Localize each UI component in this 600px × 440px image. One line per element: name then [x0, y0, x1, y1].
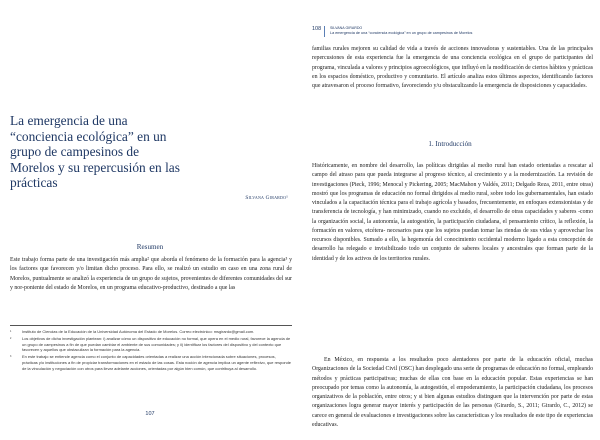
footnote-mark: ² — [10, 335, 12, 341]
footnote-mark: ¹ — [10, 329, 12, 334]
body-paragraph: familias rurales mejoren su calidad de vida a través de acciones innovadoras y sustentables. Una de las principales repercusiones de esta experiencia fue la emergencia de una conciencia ecológica en el grupo de participantes del programa, vinculada a valores y principios agroecológicos, que influyó en la modificación de ciertos hábitos y prácticas en los espacios doméstico, productivo y comunitario. El artículo analiza estos últimos aspectos, identificando factores que atravesaron el proceso formativo, favoreciendo y/u obstaculizando la emergencia de disposiciones y capacidades. — [312, 46, 593, 89]
article-title: La emergencia de una “conciencia ecológica” en un grupo de campesinos de Morelos y su repercusión en las prácticas — [10, 113, 180, 191]
running-head-title: La emergencia de una “conciencia ecológica” en un grupo de campesinos de Morelos — [330, 30, 473, 35]
header-divider — [324, 26, 325, 37]
author-name: Silvana Girardo¹ — [245, 195, 288, 201]
body-paragraph: Históricamente, en nombre del desarrollo, las políticas dirigidas al medio rural han estado orientadas a rescatar al campo del atraso para que pueda integrarse al progreso técnico, al crecimiento y a la modernización. La revisión de investigaciones (Pieck, 1996; Menocal y Pickering, 2005; MacMahon y Valdés, 2011; Delgado Reza, 2011, entre otras) mostró que los programas de educación no formal dirigidos al medio rural, sobre todo los gubernamentales, han estado vinculados a la capacitación técnica para el trabajo agrícola y basados, frecuentemente, en enfoques extensionistas y de transferencia de tecnología, y han minimizado, cuando no excluido, el desarrollo de otras capacidades y saberes -como la organización social, la autonomía, la autogestión, la participación ciudadana, el pensamiento crítico, la reflexión, la formación en valores, etcétera- necesarios para que los sujetos puedan tomar las riendas de sus vidas y aprovechar los recursos disponibles. Sumado a ello, la hegemonía del conocimiento occidental moderno ligado a esta concepción de desarrollo ha relegado e invisibilizado todo un conjunto de saberes locales y ancestrales que forman parte de la identidad y de los activos de los territorios rurales. — [312, 163, 593, 262]
right-page — [300, 0, 600, 440]
footnote-text: Instituto de Ciencias de la Educación de la Universidad Autónoma del Estado de Morelos. Correo electrónico: msgirardo@gmail.com. — [22, 329, 255, 334]
footnote-text: En este trabajo se entiende agencia como el conjunto de capacidades orientadas a realizar una acción intencionada sobre situaciones, procesos, prácticas y/o instituciones a fin de propiciar transformaciones en el estado de las cosas. Esta noción de agencia implica un agente reflexivo, que responde de la vinculación y negociación con otros para llevar adelante acciones, orientadas por algún bien común, que contribuya al desarrollo. — [22, 354, 291, 371]
footnote-3 — [10, 354, 292, 371]
abstract-heading: Resumen — [136, 243, 164, 251]
page-number-left: 107 — [145, 411, 155, 417]
page-number-right: 108 — [312, 26, 322, 32]
footnote-1 — [10, 329, 292, 335]
footnotes — [10, 325, 292, 373]
abstract-text: Este trabajo forma parte de una investigación más amplia² que aborda el fenómeno de la formación para la agencia³ y los factores que favorecen y/o limitan dicho proceso. Para ello, se realizó un estudio en caso en una zona rural de Morelos, puntualmente se analizó la experiencia de un grupo de sujetos, provenientes de diferentes comunidades del sur y nor-poniente del estado de Morelos, en un programa educativo-productivo, destinado a que las — [10, 257, 292, 291]
footnote-2 — [10, 336, 292, 353]
section-heading: 1. Introducción — [428, 140, 472, 148]
running-head — [300, 26, 600, 37]
body-paragraph: En México, en respuesta a los resultados poco alentadores por parte de la educación oficial, muchas Organizaciones de la Sociedad Civil (OSC) han desplegado una serie de programas de educación no formal, empleando métodos y prácticas participativas; muchas de ellas con base en la educación popular. Estas experiencias se han preocupado por temas como la autonomía, la autogestión, el empoderamiento, la participación ciudadana, los procesos organizativos de la población, entre otros; y si bien algunas estudios distinguen que la intervención por parte de estas organizaciones logra generar mayor interés y participación de las personas (Girardo, S., 2011; Girardo, C., 2012) se carece en general de evaluaciones e investigaciones sobre las características y los resultados de este tipo de experiencias educativas. — [312, 357, 593, 428]
running-head-author: SILVANA GIRARDO — [330, 25, 363, 30]
footnote-mark: ³ — [10, 354, 12, 360]
footnote-text: Los objetivos de dicha investigación plantean: i) analizar cómo un dispositivo de educación no formal, que opera en el medio rural, favorece la agencia de un grupo de campesinos a fin de que puedan cambiar el ambiente de sus comunidades; y ii) identificar los factores del dispositivo y del contexto que favorecen y aquellos que obstaculizan la formación para la agencia. — [22, 335, 291, 353]
